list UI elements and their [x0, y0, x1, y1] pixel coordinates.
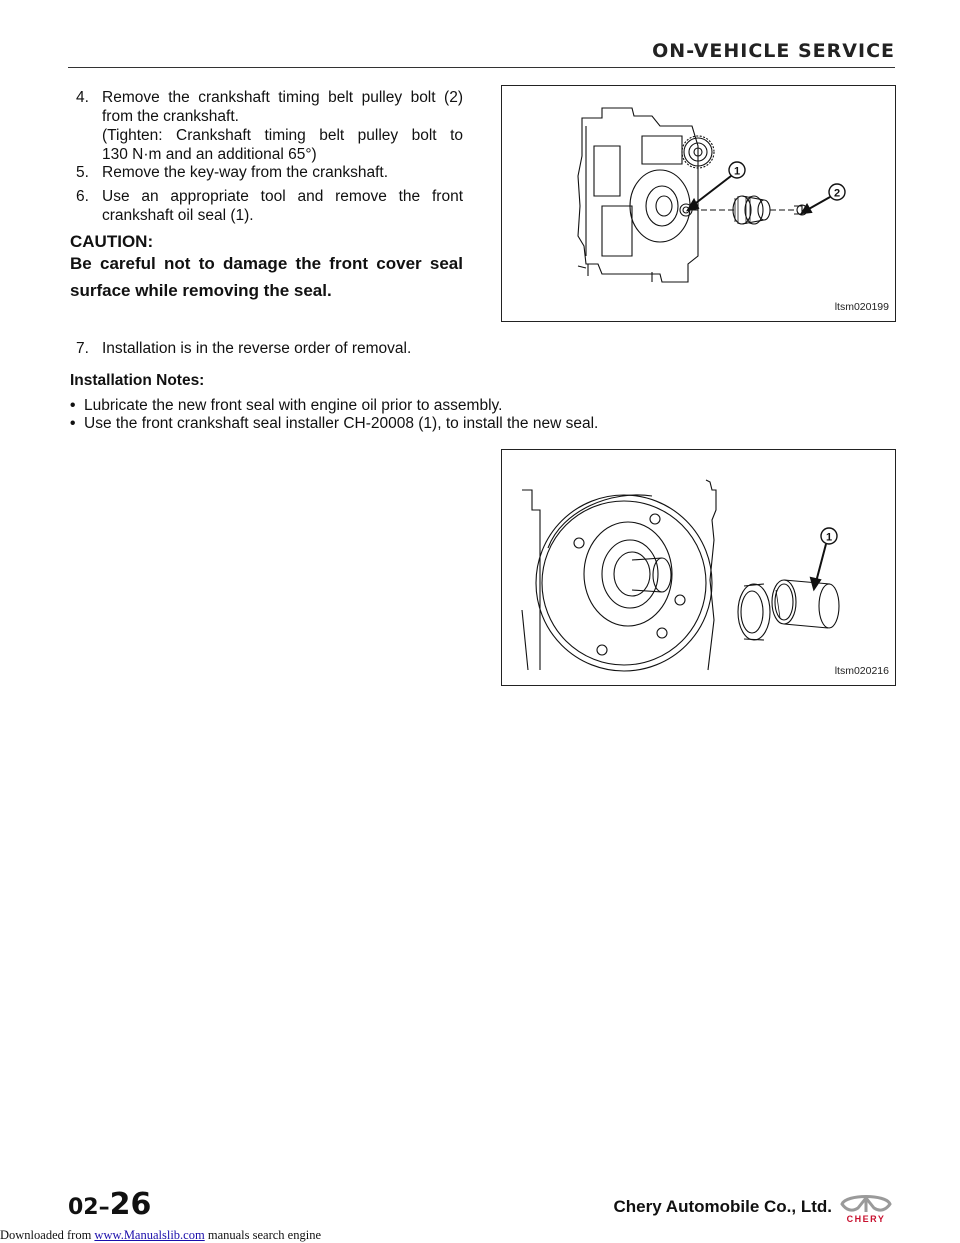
step-text: Installation is in the reverse order of removal. — [102, 340, 412, 357]
logo-text: CHERY — [846, 1214, 886, 1224]
company-name: Chery Automobile Co., Ltd. — [613, 1197, 832, 1216]
page-number — [68, 1187, 151, 1222]
figure-code: ltsm020216 — [834, 665, 889, 677]
step-text: Use an appropriate tool and remove the front — [102, 188, 463, 205]
callout-2: 2 — [833, 187, 841, 200]
step-5 — [76, 163, 463, 182]
bullet-text: Lubricate the new front seal with engine oil prior to assembly. — [84, 397, 503, 414]
installation-notes-heading: Installation Notes: — [70, 372, 205, 389]
bullet-icon: • — [70, 397, 76, 414]
page-header-title: ON-VEHICLE SERVICE — [652, 40, 895, 62]
seal-installer-illustration — [502, 450, 895, 685]
step-text: crankshaft oil seal (1). — [102, 207, 254, 224]
download-note-suffix: manuals search engine — [204, 1228, 321, 1242]
step-number: 4. — [76, 89, 89, 106]
manualslib-link[interactable]: www.Manualslib.com — [94, 1228, 205, 1242]
caution-line: surface while removing the seal. — [70, 281, 332, 300]
callout-1: 1 — [825, 531, 833, 544]
step-4 — [76, 88, 463, 164]
installation-bullet — [70, 414, 598, 433]
download-note — [0, 1228, 321, 1243]
step-text: Remove the crankshaft timing belt pulley bolt (2) — [102, 89, 463, 106]
step-number: 7. — [76, 340, 89, 357]
step-6 — [76, 187, 463, 225]
caution-heading: CAUTION: — [70, 232, 154, 251]
caution-text — [70, 250, 463, 304]
engine-pulley-illustration — [502, 86, 895, 321]
bullet-text: Use the front crankshaft seal installer CH-20008 (1), to install the new seal. — [84, 415, 599, 432]
page-number-value: 26 — [109, 1187, 152, 1222]
installation-bullet — [70, 396, 502, 415]
step-number: 6. — [76, 188, 89, 205]
figure-crankshaft-pulley-removal — [501, 85, 896, 322]
page-number-prefix: 02– — [68, 1195, 110, 1220]
callout-1: 1 — [733, 165, 741, 178]
figure-seal-installer — [501, 449, 896, 686]
header-rule — [68, 67, 895, 68]
chery-logo-icon — [836, 1190, 896, 1224]
step-text: Remove the key-way from the crankshaft. — [102, 164, 389, 181]
bullet-icon: • — [70, 415, 76, 432]
figure-code: ltsm020199 — [834, 301, 889, 313]
caution-line: Be careful not to damage the front cover seal — [70, 254, 463, 273]
step-text: (Tighten: Crankshaft timing belt pulley bolt to — [102, 127, 463, 144]
download-note-prefix: Downloaded from — [0, 1228, 95, 1242]
step-7 — [76, 339, 476, 358]
chery-logo — [836, 1190, 896, 1224]
step-text: from the crankshaft. — [102, 108, 239, 125]
step-number: 5. — [76, 164, 89, 181]
step-text: 130 N·m and an additional 65°) — [102, 146, 317, 163]
